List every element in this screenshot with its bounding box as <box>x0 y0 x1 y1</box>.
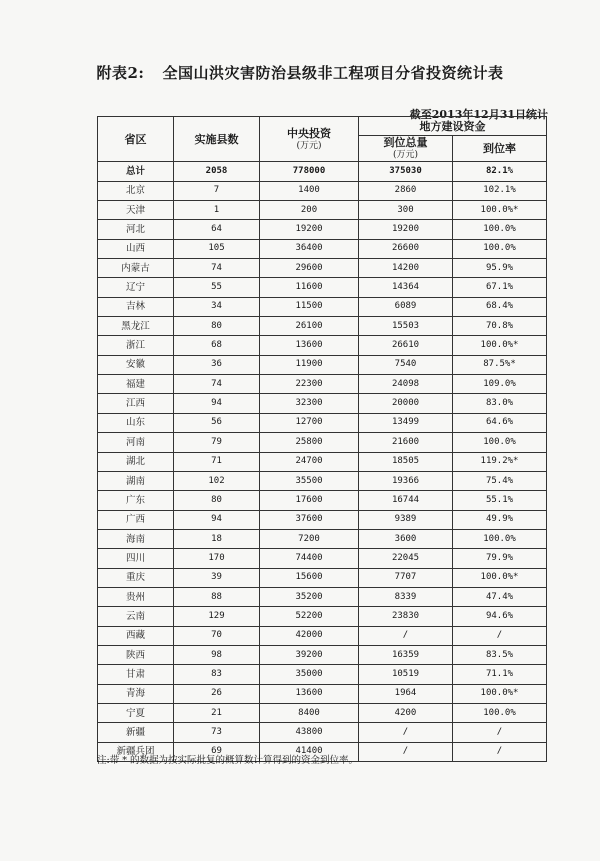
table-row <box>98 375 547 394</box>
cell-arrived: 24098 <box>359 375 453 394</box>
cell-arrived: 22045 <box>359 549 453 568</box>
cell-province: 广东 <box>98 491 174 510</box>
table-row <box>98 433 547 452</box>
cell-central: 52200 <box>260 607 359 626</box>
table-row <box>98 665 547 684</box>
cell-counties: 2058 <box>174 162 260 181</box>
cell-province: 山西 <box>98 239 174 258</box>
cell-counties: 74 <box>174 259 260 278</box>
cell-arrived: 19366 <box>359 471 453 490</box>
cell-province: 湖北 <box>98 452 174 471</box>
header-counties: 实施县数 <box>174 117 260 162</box>
cell-province: 云南 <box>98 607 174 626</box>
cell-arrived: 7540 <box>359 355 453 374</box>
cell-rate: / <box>453 742 547 761</box>
cell-counties: 69 <box>174 742 260 761</box>
table-row <box>98 259 547 278</box>
cell-province: 新疆 <box>98 723 174 742</box>
cell-counties: 7 <box>174 181 260 200</box>
cell-rate: / <box>453 626 547 645</box>
cell-province: 总计 <box>98 162 174 181</box>
cell-arrived: 15503 <box>359 317 453 336</box>
cell-counties: 64 <box>174 220 260 239</box>
cell-central: 35000 <box>260 665 359 684</box>
cell-province: 辽宁 <box>98 278 174 297</box>
cell-central: 32300 <box>260 394 359 413</box>
cell-rate: 100.0%* <box>453 684 547 703</box>
cell-arrived: 26600 <box>359 239 453 258</box>
cell-rate: 75.4% <box>453 471 547 490</box>
cell-counties: 83 <box>174 665 260 684</box>
investment-table <box>97 116 547 762</box>
cell-province: 陕西 <box>98 645 174 664</box>
cell-arrived: 375030 <box>359 162 453 181</box>
cell-counties: 79 <box>174 433 260 452</box>
table-row <box>98 471 547 490</box>
cell-rate: 70.8% <box>453 317 547 336</box>
cell-central: 7200 <box>260 529 359 548</box>
cell-rate: 100.0%* <box>453 568 547 587</box>
cell-counties: 34 <box>174 297 260 316</box>
table-row <box>98 452 547 471</box>
header-central <box>260 117 359 162</box>
table-row <box>98 278 547 297</box>
cell-central: 778000 <box>260 162 359 181</box>
cell-arrived: 21600 <box>359 433 453 452</box>
cell-counties: 80 <box>174 317 260 336</box>
header-arrived <box>359 136 453 162</box>
table-row <box>98 317 547 336</box>
cell-counties: 74 <box>174 375 260 394</box>
cell-counties: 88 <box>174 587 260 606</box>
cell-arrived: / <box>359 723 453 742</box>
table-row <box>98 181 547 200</box>
cell-province: 天津 <box>98 201 174 220</box>
table-row <box>98 220 547 239</box>
cell-province: 海南 <box>98 529 174 548</box>
table-row <box>98 336 547 355</box>
table-row <box>98 549 547 568</box>
cell-counties: 73 <box>174 723 260 742</box>
cell-counties: 102 <box>174 471 260 490</box>
cell-rate: 49.9% <box>453 510 547 529</box>
table-title <box>0 62 600 83</box>
header-local: 地方建设资金 <box>359 117 547 136</box>
table-row <box>98 568 547 587</box>
cell-central: 35500 <box>260 471 359 490</box>
cell-rate: 102.1% <box>453 181 547 200</box>
table-body <box>98 162 547 762</box>
cell-central: 26100 <box>260 317 359 336</box>
cell-counties: 94 <box>174 394 260 413</box>
cell-province: 新疆兵团 <box>98 742 174 761</box>
cell-counties: 55 <box>174 278 260 297</box>
header-province: 省区 <box>98 117 174 162</box>
cell-province: 山东 <box>98 413 174 432</box>
cell-rate: 100.0% <box>453 529 547 548</box>
header-central-label: 中央投资 <box>287 126 331 140</box>
cell-rate: 83.5% <box>453 645 547 664</box>
cell-central: 13600 <box>260 684 359 703</box>
total-row <box>98 162 547 181</box>
cell-province: 重庆 <box>98 568 174 587</box>
cell-province: 宁夏 <box>98 703 174 722</box>
cell-province: 广西 <box>98 510 174 529</box>
cell-arrived: 300 <box>359 201 453 220</box>
cell-province: 河北 <box>98 220 174 239</box>
cell-rate: 55.1% <box>453 491 547 510</box>
cell-arrived: 23830 <box>359 607 453 626</box>
cell-province: 西藏 <box>98 626 174 645</box>
cell-rate: 82.1% <box>453 162 547 181</box>
cell-counties: 170 <box>174 549 260 568</box>
cell-province: 河南 <box>98 433 174 452</box>
cell-rate: 100.0% <box>453 220 547 239</box>
cell-central: 36400 <box>260 239 359 258</box>
cell-central: 22300 <box>260 375 359 394</box>
cell-counties: 129 <box>174 607 260 626</box>
cell-province: 内蒙古 <box>98 259 174 278</box>
cell-rate: 87.5%* <box>453 355 547 374</box>
cell-arrived: 6089 <box>359 297 453 316</box>
cell-rate: 68.4% <box>453 297 547 316</box>
cell-counties: 18 <box>174 529 260 548</box>
cell-rate: 71.1% <box>453 665 547 684</box>
cell-arrived: 26610 <box>359 336 453 355</box>
cell-arrived: 10519 <box>359 665 453 684</box>
cell-arrived: 19200 <box>359 220 453 239</box>
cell-rate: 100.0%* <box>453 201 547 220</box>
header-arrived-unit: (万元) <box>392 150 419 161</box>
cell-counties: 56 <box>174 413 260 432</box>
cell-arrived: / <box>359 626 453 645</box>
cell-arrived: 2860 <box>359 181 453 200</box>
cell-counties: 26 <box>174 684 260 703</box>
cell-rate: 100.0%* <box>453 336 547 355</box>
cell-counties: 70 <box>174 626 260 645</box>
cell-central: 17600 <box>260 491 359 510</box>
cell-central: 13600 <box>260 336 359 355</box>
cell-province: 江西 <box>98 394 174 413</box>
cell-counties: 71 <box>174 452 260 471</box>
cell-rate: 79.9% <box>453 549 547 568</box>
table-row <box>98 201 547 220</box>
table-row <box>98 510 547 529</box>
cell-arrived: 3600 <box>359 529 453 548</box>
cell-rate: 100.0% <box>453 433 547 452</box>
cell-rate: 83.0% <box>453 394 547 413</box>
cell-counties: 68 <box>174 336 260 355</box>
cell-arrived: 8339 <box>359 587 453 606</box>
cell-arrived: 16744 <box>359 491 453 510</box>
cell-central: 25800 <box>260 433 359 452</box>
cell-central: 1400 <box>260 181 359 200</box>
cell-rate: 119.2%* <box>453 452 547 471</box>
table-row <box>98 703 547 722</box>
cell-arrived: 20000 <box>359 394 453 413</box>
title-prefix: 附表2: <box>96 64 145 82</box>
cell-central: 8400 <box>260 703 359 722</box>
cell-central: 12700 <box>260 413 359 432</box>
table-row <box>98 297 547 316</box>
cell-central: 42000 <box>260 626 359 645</box>
title-text: 全国山洪灾害防治县级非工程项目分省投资统计表 <box>162 64 504 82</box>
cell-counties: 94 <box>174 510 260 529</box>
cell-central: 200 <box>260 201 359 220</box>
table-header <box>98 117 547 162</box>
cell-central: 37600 <box>260 510 359 529</box>
table-row <box>98 413 547 432</box>
cell-province: 贵州 <box>98 587 174 606</box>
cell-central: 29600 <box>260 259 359 278</box>
cell-arrived: 1964 <box>359 684 453 703</box>
cell-province: 北京 <box>98 181 174 200</box>
cell-province: 安徽 <box>98 355 174 374</box>
table-row <box>98 239 547 258</box>
header-arrived-label: 到位总量 <box>383 136 428 150</box>
cell-counties: 1 <box>174 201 260 220</box>
cell-arrived: 4200 <box>359 703 453 722</box>
cell-rate: 109.0% <box>453 375 547 394</box>
cell-rate: 64.6% <box>453 413 547 432</box>
cell-rate: 47.4% <box>453 587 547 606</box>
cell-province: 福建 <box>98 375 174 394</box>
table-row <box>98 607 547 626</box>
cell-province: 青海 <box>98 684 174 703</box>
cell-province: 黑龙江 <box>98 317 174 336</box>
header-rate: 到位率 <box>453 136 547 162</box>
cell-counties: 21 <box>174 703 260 722</box>
cell-counties: 36 <box>174 355 260 374</box>
table-row <box>98 723 547 742</box>
footnote: 注:带 * 的数据为按实际批复的概算数计算得到的资金到位率。 <box>97 755 358 766</box>
cell-rate: 100.0% <box>453 239 547 258</box>
cell-province: 浙江 <box>98 336 174 355</box>
cell-arrived: 7707 <box>359 568 453 587</box>
cell-arrived: 16359 <box>359 645 453 664</box>
cell-central: 24700 <box>260 452 359 471</box>
table-row <box>98 587 547 606</box>
table-row <box>98 491 547 510</box>
cell-counties: 39 <box>174 568 260 587</box>
table-row <box>98 626 547 645</box>
cell-central: 15600 <box>260 568 359 587</box>
cell-province: 湖南 <box>98 471 174 490</box>
cell-province: 甘肃 <box>98 665 174 684</box>
table-row <box>98 684 547 703</box>
cell-arrived: 18505 <box>359 452 453 471</box>
cell-central: 43800 <box>260 723 359 742</box>
cell-province: 四川 <box>98 549 174 568</box>
table-row <box>98 394 547 413</box>
cell-rate: / <box>453 723 547 742</box>
date-note: 截至2013年12月31日统计 <box>409 108 548 121</box>
header-central-unit: (万元) <box>296 140 322 151</box>
cell-arrived: 13499 <box>359 413 453 432</box>
cell-rate: 100.0% <box>453 703 547 722</box>
cell-counties: 98 <box>174 645 260 664</box>
cell-central: 11600 <box>260 278 359 297</box>
cell-arrived: 14364 <box>359 278 453 297</box>
cell-arrived: / <box>359 742 453 761</box>
cell-central: 19200 <box>260 220 359 239</box>
cell-rate: 94.6% <box>453 607 547 626</box>
table-row <box>98 645 547 664</box>
cell-central: 74400 <box>260 549 359 568</box>
cell-central: 41400 <box>260 742 359 761</box>
cell-province: 吉林 <box>98 297 174 316</box>
cell-counties: 105 <box>174 239 260 258</box>
cell-central: 11500 <box>260 297 359 316</box>
table-row <box>98 529 547 548</box>
cell-central: 39200 <box>260 645 359 664</box>
cell-arrived: 9389 <box>359 510 453 529</box>
cell-rate: 67.1% <box>453 278 547 297</box>
cell-central: 11900 <box>260 355 359 374</box>
cell-central: 35200 <box>260 587 359 606</box>
cell-counties: 80 <box>174 491 260 510</box>
table-row <box>98 355 547 374</box>
cell-rate: 95.9% <box>453 259 547 278</box>
cell-arrived: 14200 <box>359 259 453 278</box>
